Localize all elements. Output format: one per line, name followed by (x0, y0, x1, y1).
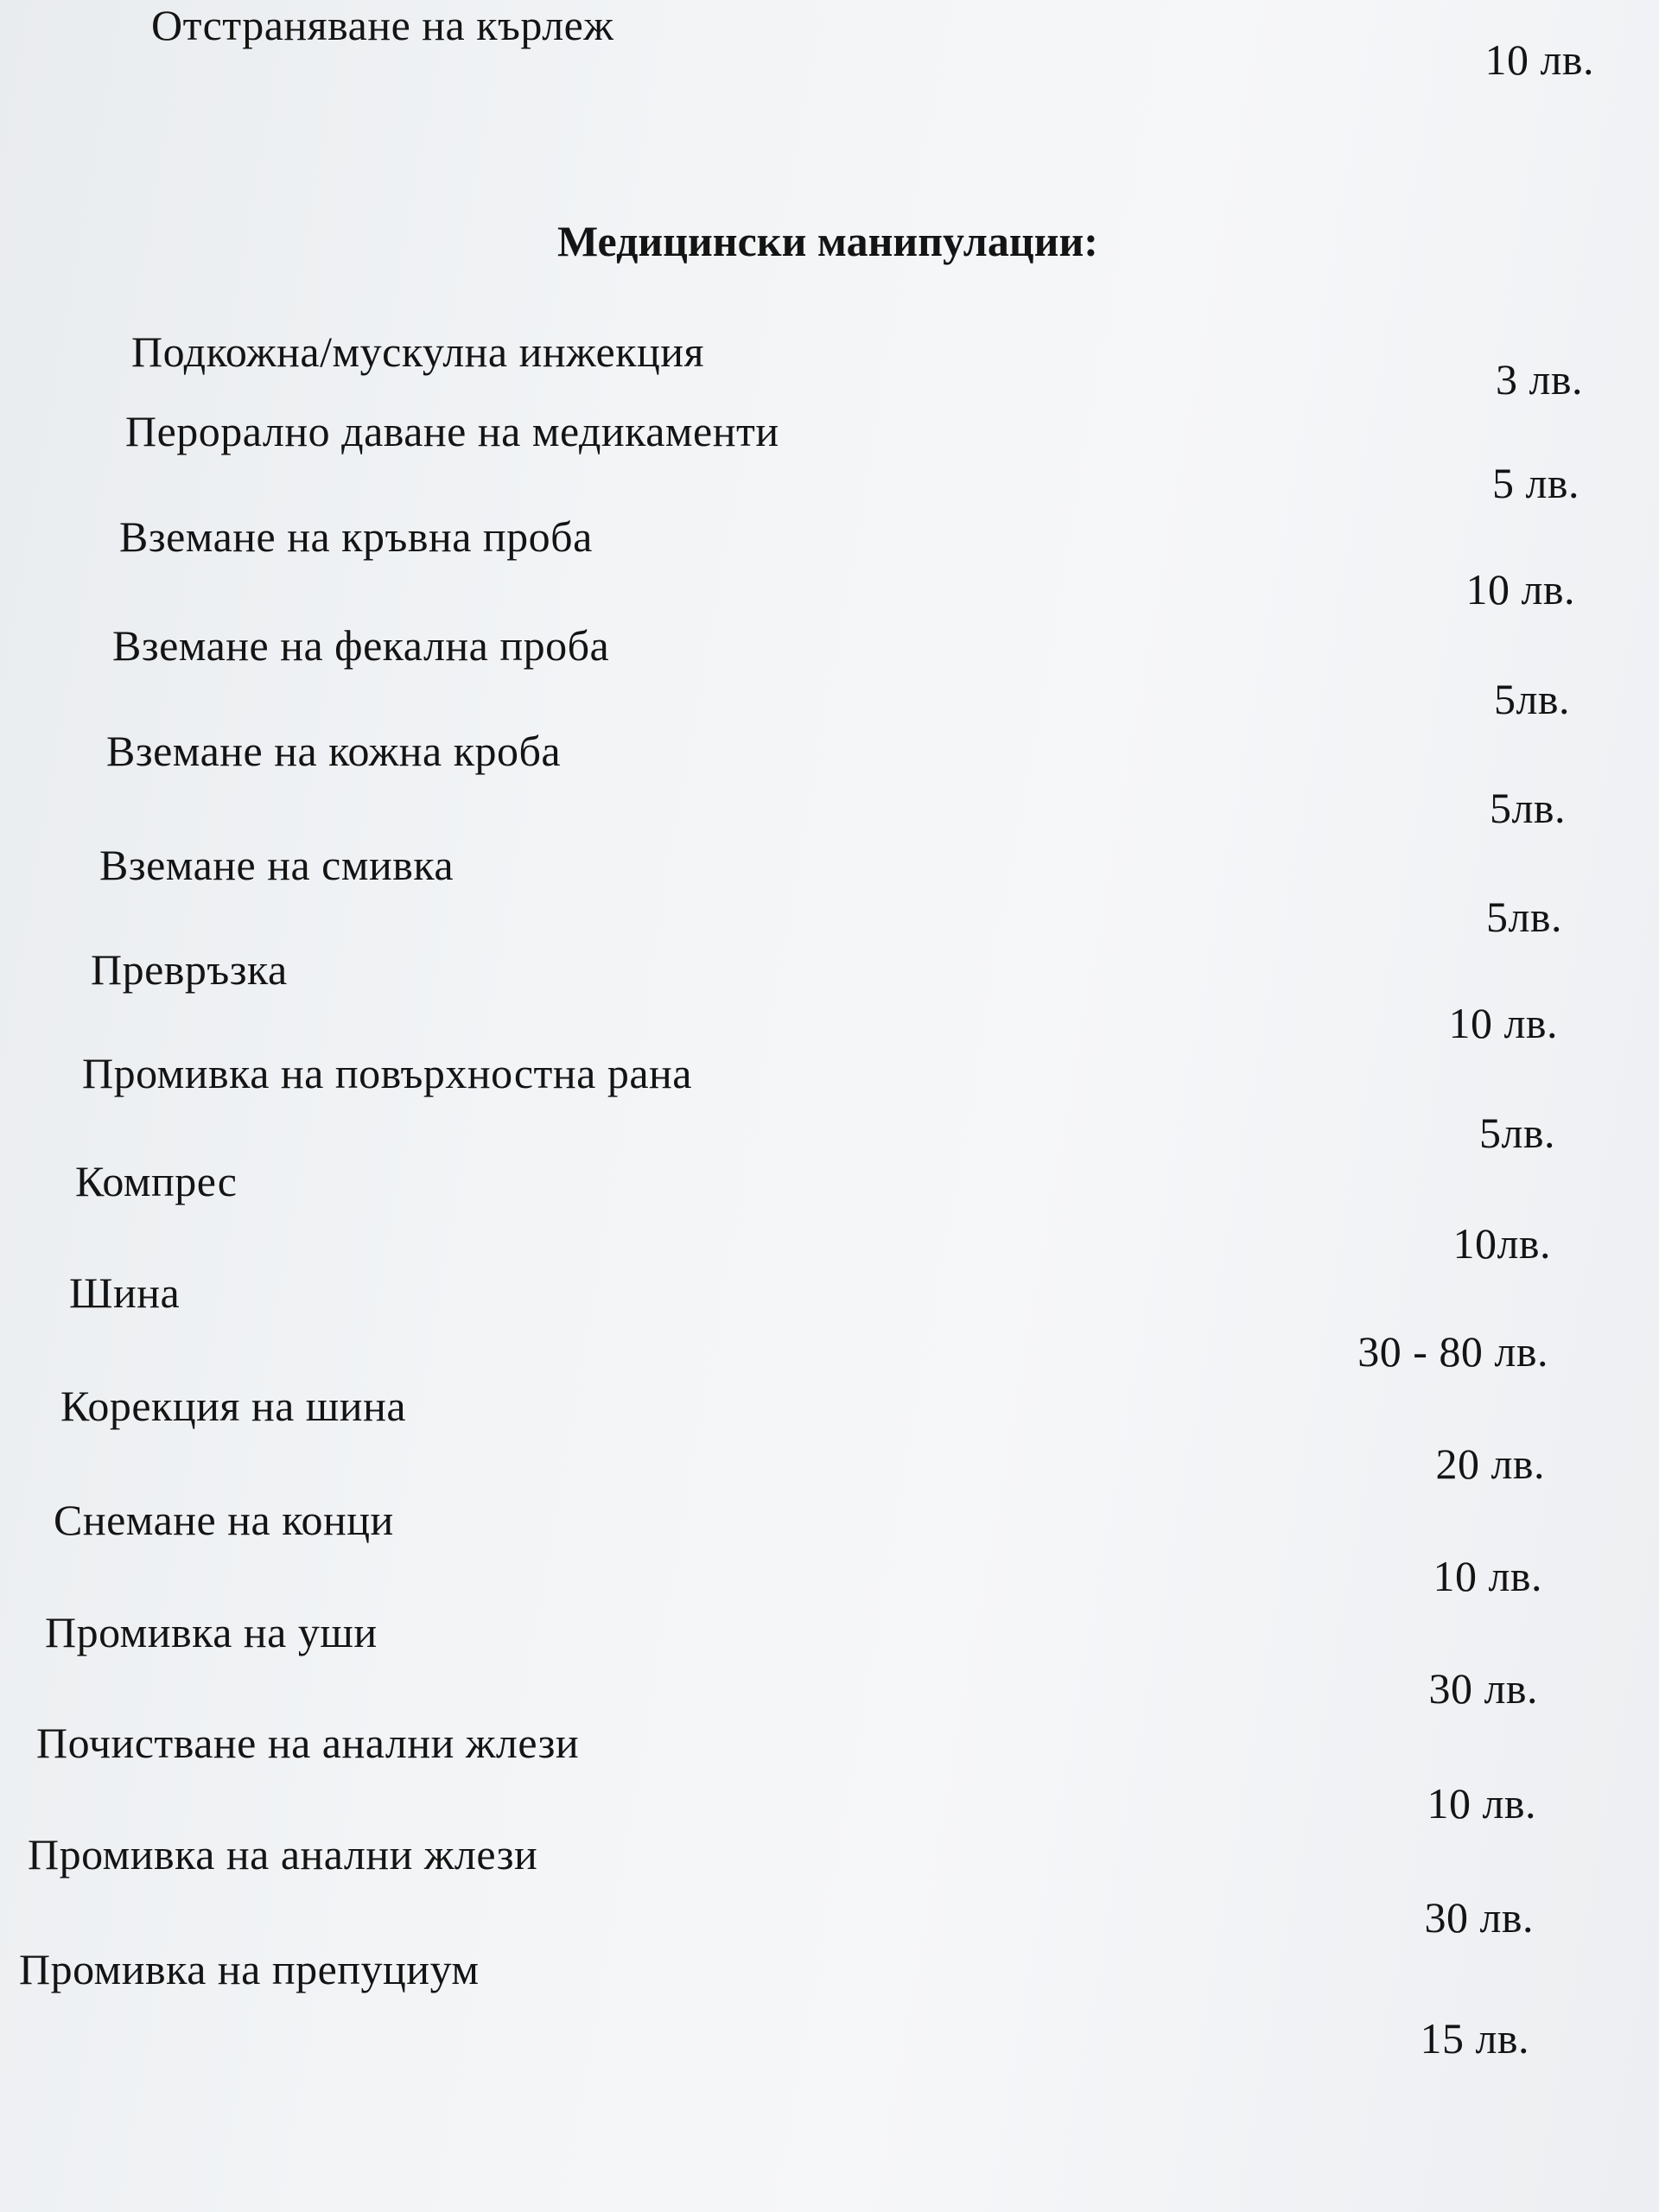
list-item-price: 10 лв. (1448, 999, 1558, 1047)
list-item-price: 5лв. (1489, 784, 1566, 832)
list-item-name: Снемане на конци (54, 1496, 394, 1544)
list-item-price: 5лв. (1478, 1109, 1555, 1157)
list-item-price: 3 лв. (1495, 355, 1583, 404)
list-item-name: Корекция на шина (60, 1382, 407, 1430)
list-item-price: 15 лв. (1420, 2014, 1529, 2063)
list-item-name: Почистване на анални жлези (36, 1719, 580, 1767)
list-item-name: Отстраняване на кърлеж (151, 1, 614, 49)
list-item-name: Вземане на кожна кроба (106, 727, 562, 775)
list-item-name: Промивка на препуциум (19, 1945, 480, 1993)
list-item-name: Вземане на кръвна проба (119, 512, 593, 561)
list-item-name: Превръзка (91, 945, 288, 994)
list-item-name: Промивка на повърхностна рана (82, 1049, 692, 1097)
list-item-name: Вземане на фекална проба (112, 621, 610, 670)
list-item-price: 30 лв. (1424, 1893, 1534, 1942)
list-item-price: 30 лв. (1428, 1664, 1538, 1713)
section-title: Медицински манипулации: (557, 217, 1098, 265)
list-item-price: 30 - 80 лв. (1357, 1327, 1548, 1376)
list-item-price: 5 лв. (1491, 459, 1580, 507)
list-item-name: Шина (69, 1268, 181, 1317)
list-item-name: Промивка на уши (45, 1608, 378, 1656)
list-item-price: 5лв. (1485, 893, 1562, 941)
list-item-price: 10 лв. (1465, 565, 1575, 613)
list-item-name: Перорално даване на медикаменти (125, 407, 779, 455)
list-item-name: Промивка на анални жлези (28, 1830, 538, 1878)
list-item-name: Подкожна/мускулна инжекция (131, 327, 705, 376)
list-item-price: 10лв. (1452, 1219, 1551, 1268)
list-item-price: 5лв. (1493, 675, 1570, 723)
list-item-name: Компрес (75, 1157, 238, 1205)
list-item-price: 20 лв. (1435, 1440, 1545, 1488)
list-item-price: 10 лв. (1433, 1552, 1542, 1600)
list-item-price: 10 лв. (1484, 35, 1594, 84)
list-item-name: Вземане на смивка (99, 841, 454, 889)
list-item-price: 10 лв. (1427, 1779, 1536, 1827)
